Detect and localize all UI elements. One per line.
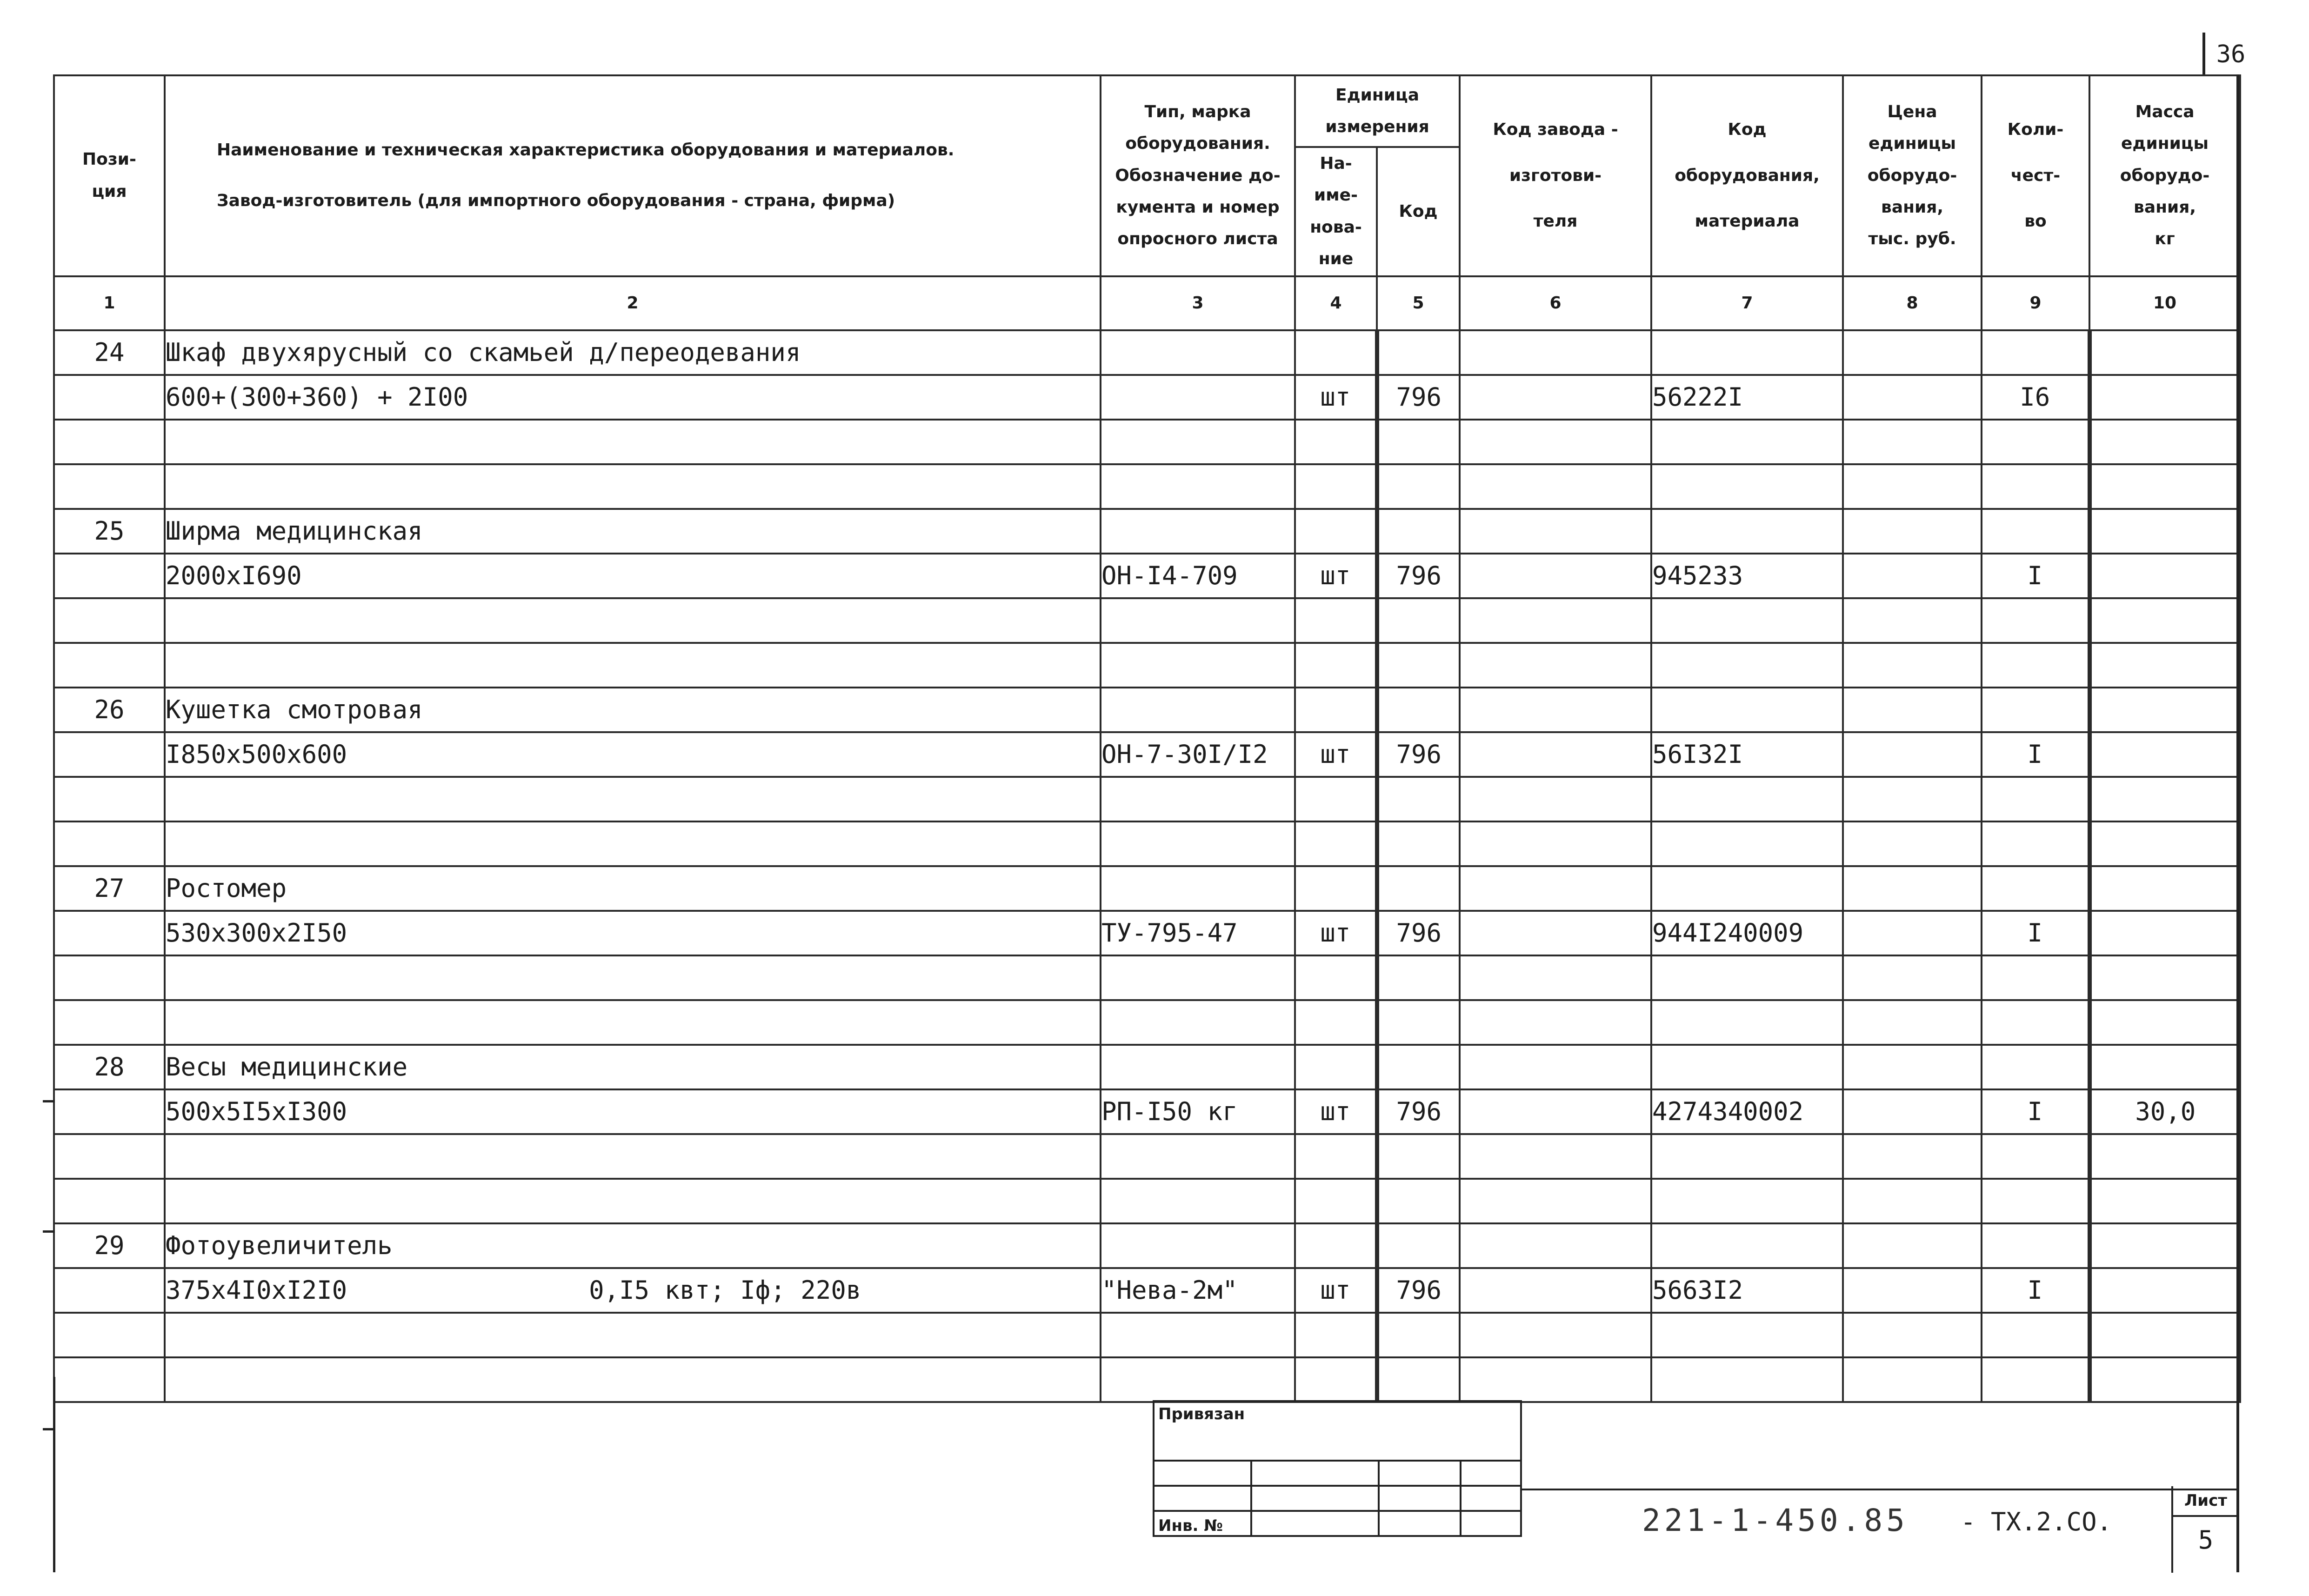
item-quantity: I — [1982, 911, 2089, 955]
document-suffix: - ТХ.2.СО. — [1961, 1507, 2112, 1536]
header-type: Тип, марка оборудования. Обозначение до- кумента и номер опросного листа — [1101, 75, 1295, 276]
item-quantity: I — [1982, 732, 2089, 777]
column-number: 6 — [1460, 276, 1651, 330]
item-mass — [2089, 1268, 2240, 1313]
item-title-row — [54, 1223, 2240, 1268]
margin-tick — [43, 1428, 55, 1430]
item-unit: шт — [1295, 375, 1377, 420]
column-number: 1 — [54, 276, 165, 330]
item-power-spec: 0,I5 квт; Iф; 220в — [589, 1275, 861, 1305]
item-unit-code: 796 — [1377, 1268, 1460, 1313]
table-row — [54, 777, 2240, 821]
table-row — [54, 643, 2240, 688]
item-unit-code: 796 — [1377, 911, 1460, 955]
page-number: 36 — [2202, 33, 2256, 76]
item-spec-row — [54, 911, 2240, 955]
column-number: 4 — [1295, 276, 1377, 330]
header-factory-code: Код завода - изготови- теля — [1460, 75, 1651, 276]
table-row — [54, 598, 2240, 643]
sheet-box — [2171, 1486, 2238, 1573]
item-mass: 30,0 — [2089, 1089, 2240, 1134]
item-type: "Нева-2м" — [1101, 1268, 1295, 1313]
item-spec — [165, 375, 1101, 420]
header-mass: Масса единицы оборудо- вания, кг — [2089, 75, 2240, 276]
item-equipment-code: 56I32I — [1651, 732, 1843, 777]
item-position: 27 — [54, 866, 165, 911]
column-number: 8 — [1843, 276, 1982, 330]
item-unit-code: 796 — [1377, 1089, 1460, 1134]
header-position: Пози- ция — [54, 75, 165, 276]
item-name: Ростомер — [165, 866, 1101, 911]
item-equipment-code: 5663I2 — [1651, 1268, 1843, 1313]
frame-left-line — [53, 1377, 55, 1572]
item-type: ОН-I4-709 — [1101, 554, 1295, 598]
item-dimensions: 530х300х2I50 — [166, 918, 347, 948]
item-spec-row — [54, 554, 2240, 598]
column-number: 7 — [1651, 276, 1843, 330]
item-mass — [2089, 375, 2240, 420]
item-title-row — [54, 688, 2240, 732]
item-position: 29 — [54, 1223, 165, 1268]
item-type: ОН-7-30I/I2 — [1101, 732, 1295, 777]
item-unit-code: 796 — [1377, 375, 1460, 420]
frame-right-line — [2236, 74, 2239, 1572]
item-spec — [165, 554, 1101, 598]
item-type: РП-I50 кг — [1101, 1089, 1295, 1134]
header-equipment-code: Код оборудования, материала — [1651, 75, 1843, 276]
item-type — [1101, 375, 1295, 420]
item-spec-row — [54, 732, 2240, 777]
item-spec — [165, 1268, 1101, 1313]
item-dimensions: 375х4I0хI2I0 — [166, 1275, 347, 1305]
column-number: 5 — [1377, 276, 1460, 330]
column-number: 3 — [1101, 276, 1295, 330]
item-name: Фотоувеличитель — [165, 1223, 1101, 1268]
table-row — [54, 420, 2240, 464]
item-position: 25 — [54, 509, 165, 554]
column-numbers-row — [54, 276, 2240, 330]
table-row — [54, 955, 2240, 1000]
item-spec — [165, 1089, 1101, 1134]
column-number: 9 — [1982, 276, 2089, 330]
item-title-row — [54, 866, 2240, 911]
header-row — [54, 75, 2240, 147]
stamp-bound-label: Привязан — [1154, 1401, 1521, 1461]
stamp-inventory-label: Инв. № — [1154, 1511, 1251, 1536]
item-title-row — [54, 1045, 2240, 1089]
sheet-number: 5 — [2198, 1525, 2214, 1555]
item-title-row — [54, 509, 2240, 554]
header-price: Цена единицы оборудо- вания, тыс. руб. — [1843, 75, 1982, 276]
item-equipment-code: 945233 — [1651, 554, 1843, 598]
table-row — [54, 1000, 2240, 1045]
item-name: Кушетка смотровая — [165, 688, 1101, 732]
margin-tick — [43, 1100, 55, 1102]
item-unit-code: 796 — [1377, 554, 1460, 598]
item-unit: шт — [1295, 1089, 1377, 1134]
item-unit: шт — [1295, 1268, 1377, 1313]
item-name: Весы медицинские — [165, 1045, 1101, 1089]
item-spec-row — [54, 1268, 2240, 1313]
item-position: 26 — [54, 688, 165, 732]
item-position: 28 — [54, 1045, 165, 1089]
sheet-label: Лист — [2173, 1486, 2238, 1517]
item-unit: шт — [1295, 732, 1377, 777]
item-name: Шкаф двухярусный со скамьей д/переодевания — [165, 330, 1101, 375]
table-row — [54, 1313, 2240, 1357]
binding-stamp — [1153, 1400, 1522, 1537]
item-dimensions: I850х500х600 — [166, 739, 347, 769]
item-unit-code: 796 — [1377, 732, 1460, 777]
item-mass — [2089, 554, 2240, 598]
item-quantity: I — [1982, 554, 2089, 598]
table-row — [54, 821, 2240, 866]
header-unit-name: На- име- нова- ние — [1295, 147, 1377, 276]
item-equipment-code: 56222I — [1651, 375, 1843, 420]
item-mass — [2089, 911, 2240, 955]
header-name: Наименование и техническая характеристика оборудования и материалов. Завод-изготовитель (для импортного оборудования - страна, фирма) — [165, 75, 1101, 276]
item-quantity: I6 — [1982, 375, 2089, 420]
item-dimensions: 500х5I5хI300 — [166, 1096, 347, 1126]
item-unit: шт — [1295, 554, 1377, 598]
header-quantity: Коли- чест- во — [1982, 75, 2089, 276]
column-number: 2 — [165, 276, 1101, 330]
item-dimensions: 2000хI690 — [166, 561, 302, 590]
item-unit: шт — [1295, 911, 1377, 955]
item-name: Ширма медицинская — [165, 509, 1101, 554]
item-position: 24 — [54, 330, 165, 375]
item-type: ТУ-795-47 — [1101, 911, 1295, 955]
item-spec — [165, 732, 1101, 777]
item-quantity: I — [1982, 1268, 2089, 1313]
item-quantity: I — [1982, 1089, 2089, 1134]
item-mass — [2089, 732, 2240, 777]
specification-table — [53, 74, 2241, 1403]
table-row — [54, 1179, 2240, 1223]
document-number: 221-1-450.85 — [1642, 1503, 1909, 1538]
header-unit-code: Код — [1377, 147, 1460, 276]
item-spec-row — [54, 375, 2240, 420]
item-equipment-code: 944I240009 — [1651, 911, 1843, 955]
item-dimensions: 600+(300+360) + 2I00 — [166, 382, 468, 412]
table-row — [54, 1357, 2240, 1402]
margin-tick — [43, 1230, 55, 1233]
table-row — [54, 1134, 2240, 1179]
item-equipment-code: 4274340002 — [1651, 1089, 1843, 1134]
column-number: 10 — [2089, 276, 2240, 330]
table-row — [54, 464, 2240, 509]
item-spec — [165, 911, 1101, 955]
item-spec-row — [54, 1089, 2240, 1134]
frame-bottom-line — [1521, 1489, 2237, 1490]
item-rows — [54, 330, 2240, 1402]
header-unit-group: Единица измерения — [1295, 75, 1460, 147]
item-title-row — [54, 330, 2240, 375]
